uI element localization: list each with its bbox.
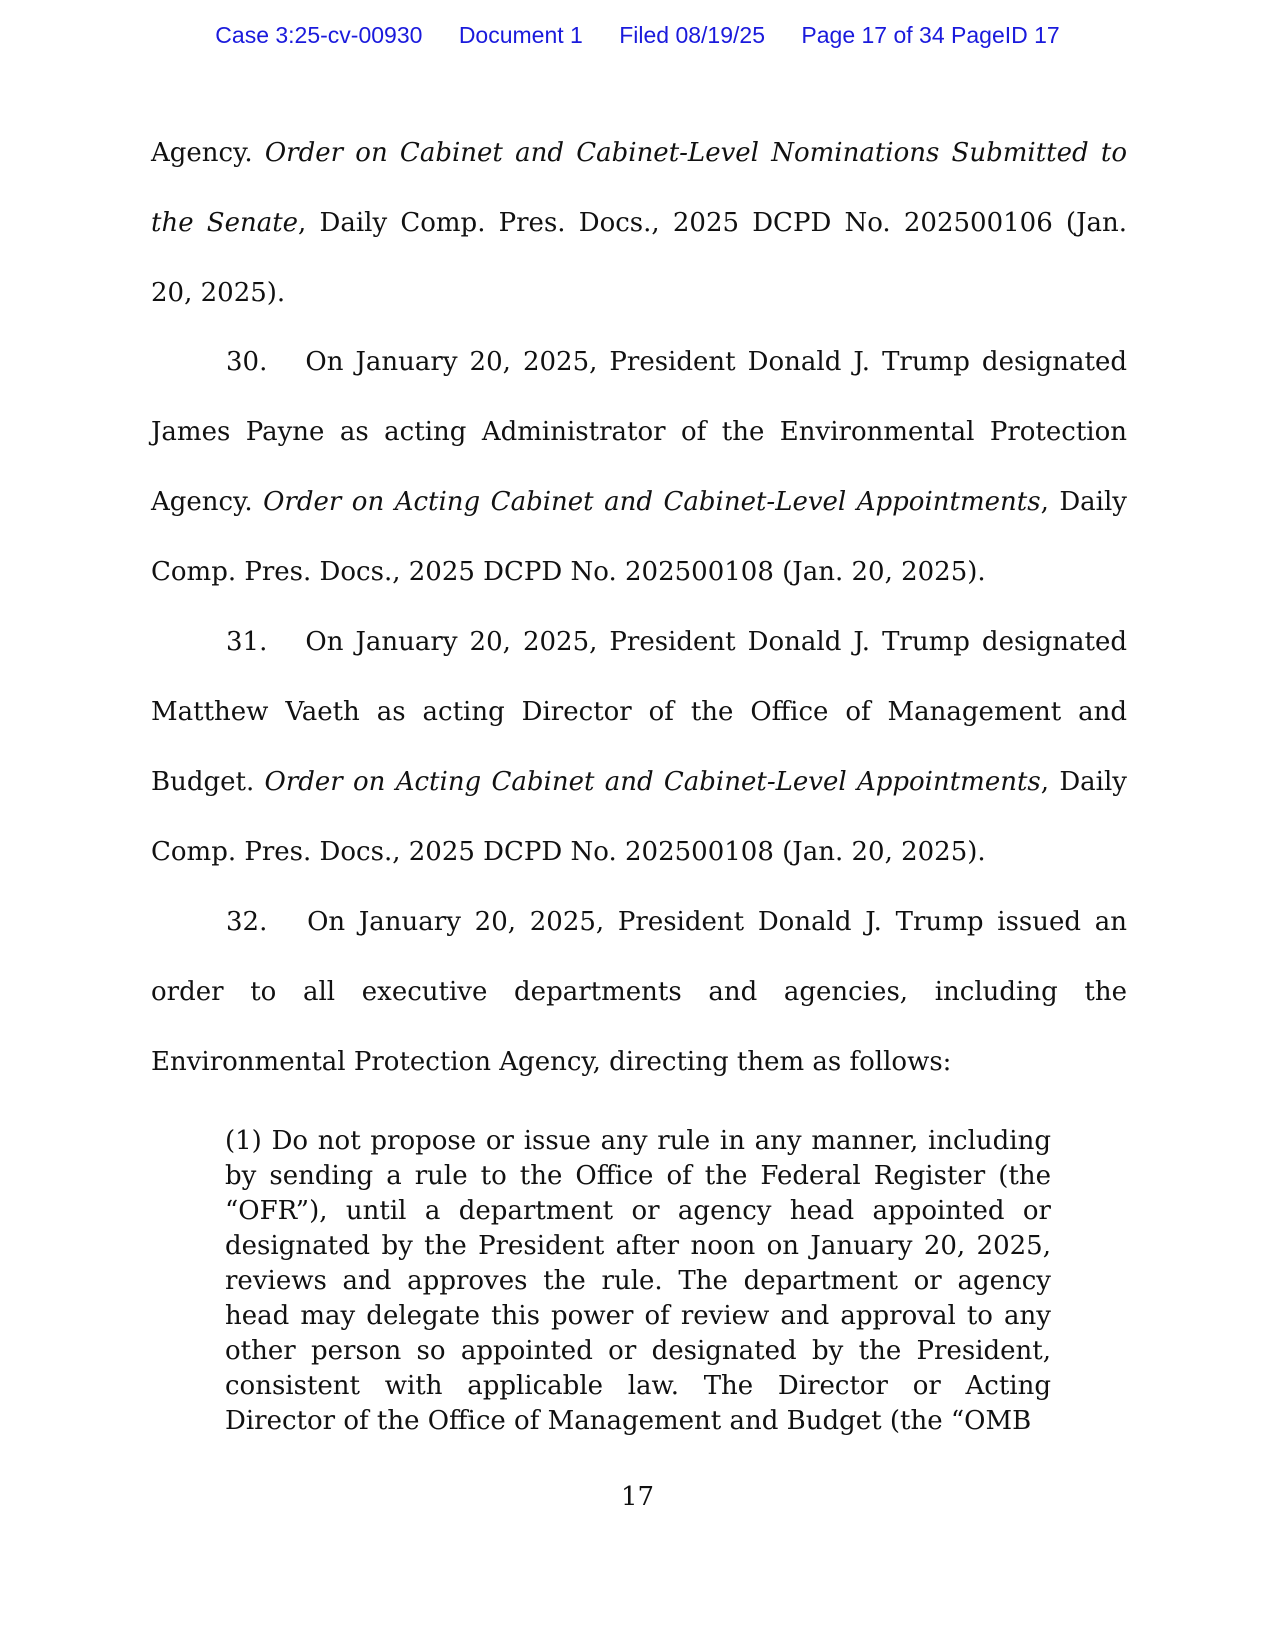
citation-title: Order on Cabinet and Cabinet-Level Nominations Submitted to the Senate bbox=[151, 138, 1127, 238]
paragraph-30 bbox=[151, 327, 1127, 607]
paragraph-31 bbox=[151, 607, 1127, 887]
paragraph-32 bbox=[151, 887, 1127, 1097]
case-number: Case 3:25-cv-00930 bbox=[215, 22, 423, 48]
paragraph-continuation bbox=[151, 118, 1127, 328]
paragraph-text: Agency. bbox=[151, 138, 265, 168]
paragraph-text: , Daily Comp. Pres. Docs., 2025 DCPD No. 202500108 (Jan. 20, 2025). bbox=[151, 487, 1127, 587]
paragraph-text: , Daily Comp. Pres. Docs., 2025 DCPD No. 202500106 (Jan. 20, 2025). bbox=[151, 208, 1128, 308]
citation-title: Order on Acting Cabinet and Cabinet-Level Appointments bbox=[264, 767, 1041, 797]
page-id: Page 17 of 34 PageID 17 bbox=[801, 22, 1060, 48]
block-quote: (1) Do not propose or issue any rule in any manner, including by sending a rule to the Office of the Federal Register (the “OFR”), until a department or agency head appointed or designated by the President after noon on January 20, 2025, reviews and approves the rule. The department or agency head may delegate this power of review and approval to any other person so appointed or designated by the President, consistent with applicable law. The Director or Acting Director of the Office of Management and Budget (the “OMB bbox=[225, 1126, 1051, 1436]
page-number: 17 bbox=[620, 1482, 655, 1512]
filed-date: Filed 08/19/25 bbox=[619, 22, 765, 48]
paragraph-text: 30. On January 20, 2025, President Donald J. Trump designated James Payne as acting Administrator of the Environmental Protection Agency. bbox=[151, 347, 1127, 517]
document-number: Document 1 bbox=[458, 22, 583, 48]
citation-title: Order on Acting Cabinet and Cabinet-Level Appointments bbox=[263, 487, 1041, 517]
paragraph-text: 31. On January 20, 2025, President Donald J. Trump designated Matthew Vaeth as acting Director of the Office of Management and Budget. bbox=[151, 627, 1127, 797]
paragraph-text: 32. On January 20, 2025, President Donald J. Trump issued an order to all executive departments and agencies, including the Environmental Protection Agency, directing them as follows: bbox=[151, 907, 1127, 1077]
ecf-header bbox=[0, 22, 1275, 49]
paragraph-text: , Daily Comp. Pres. Docs., 2025 DCPD No. 202500108 (Jan. 20, 2025). bbox=[151, 767, 1127, 867]
